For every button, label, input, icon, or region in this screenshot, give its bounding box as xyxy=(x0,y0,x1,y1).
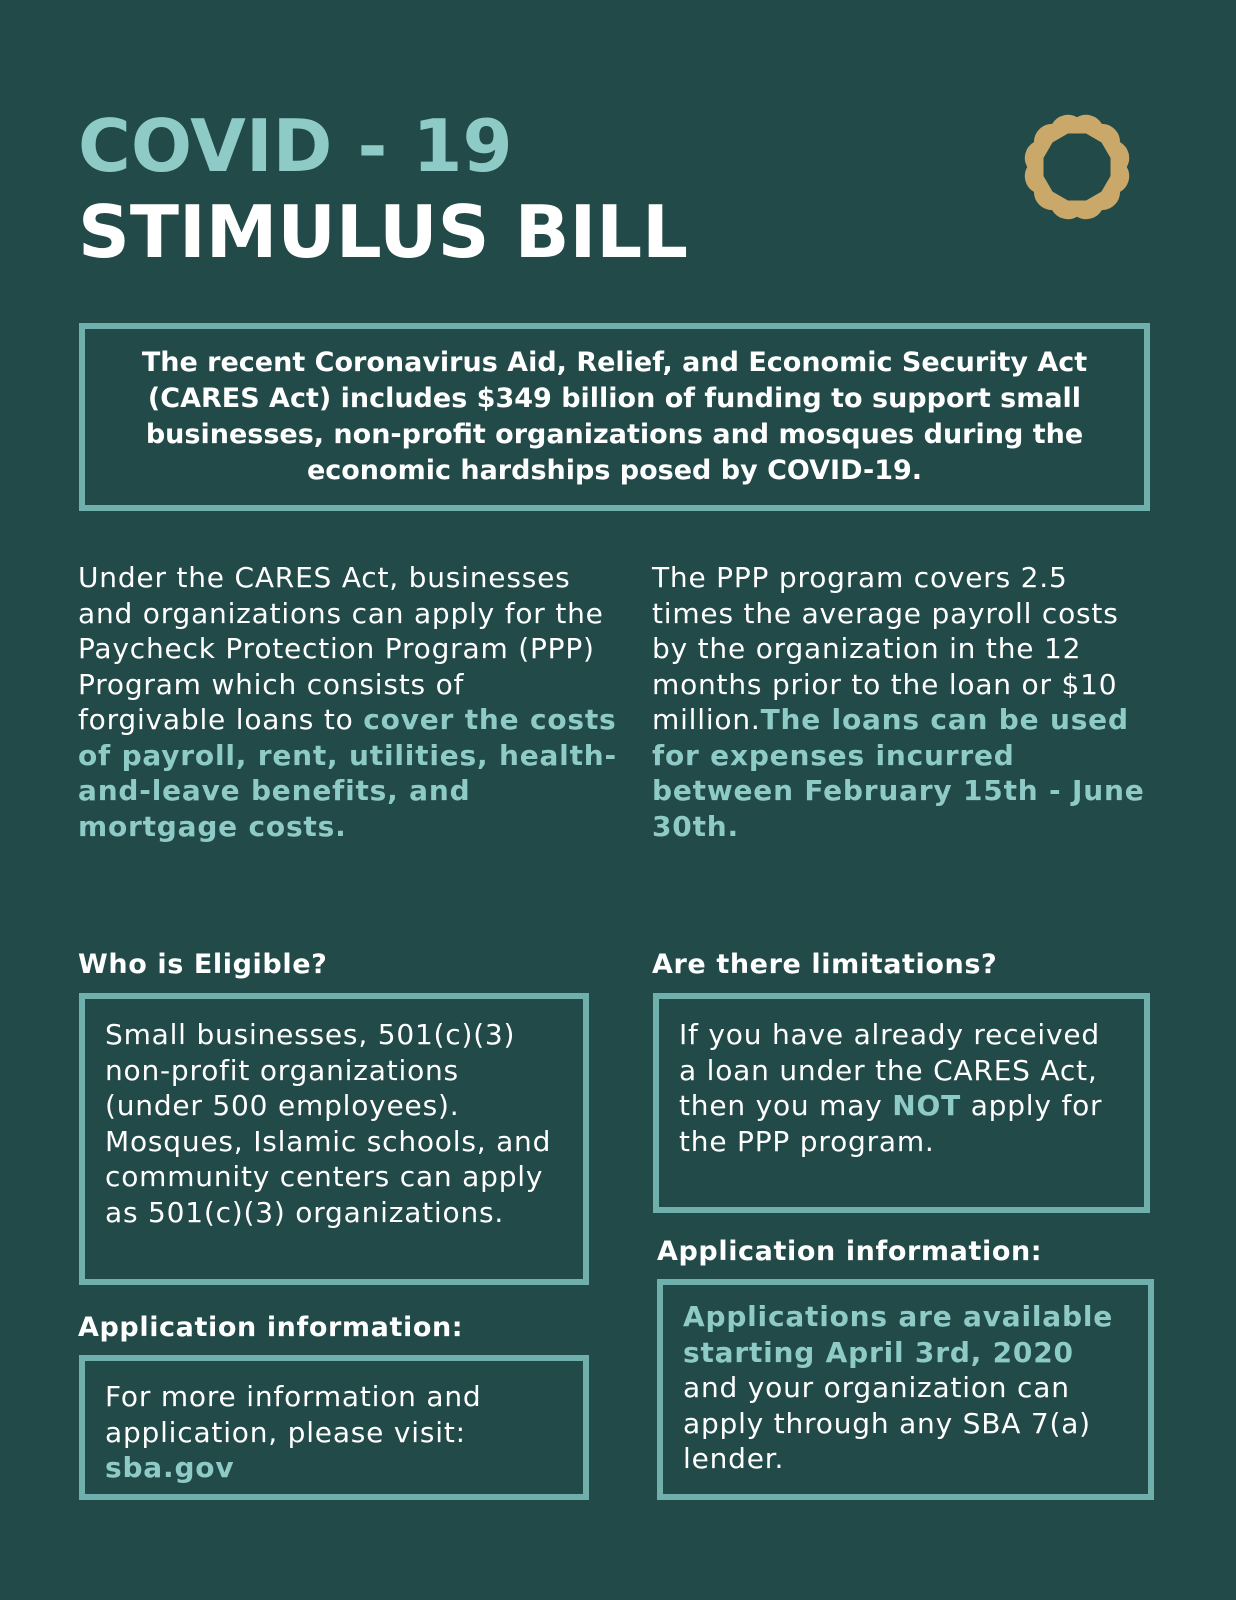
intro-box xyxy=(79,323,1150,511)
eligibility-box xyxy=(79,993,589,1285)
limitations-not-highlight: NOT xyxy=(892,1089,961,1122)
application-right-highlight: Applications are available starting April 3rd, 2020 xyxy=(683,1300,1114,1369)
gold-interlaced-star-icon xyxy=(1010,100,1144,234)
right-column-highlight: The loans can be used for expenses incurred between February 15th - June 30th. xyxy=(652,703,1145,843)
intro-text: The recent Coronavirus Aid, Relief, and Economic Security Act (CARES Act) includes $349 billion of funding to support small businesses, non-profit organizations and mosques during the economic hardships posed by COVID-19. xyxy=(141,347,1088,486)
application-right-heading: Application information: xyxy=(657,1236,1043,1267)
right-column xyxy=(652,560,1152,844)
application-right-box xyxy=(657,1279,1154,1500)
title-stimulus-bill: STIMULUS BILL xyxy=(78,190,688,274)
left-column-highlight: cover the costs of payroll, rent, utilities, health-and-leave benefits, and mortgage costs. xyxy=(78,703,617,843)
application-left-box xyxy=(79,1355,589,1500)
left-column-text: Under the CARES Act, businesses and organizations can apply for the Paycheck Protection Program (PPP) Program which consists of forgivable loans to xyxy=(78,561,604,736)
application-left-text: For more information and application, please visit: xyxy=(105,1380,482,1449)
limitations-heading: Are there limitations? xyxy=(652,949,998,980)
eligibility-text: Small businesses, 501(c)(3) non-profit organizations (under 500 employees). Mosques, Islamic schools, and community centers can apply as 501(c)(3) organizations. xyxy=(105,1018,552,1229)
limitations-box xyxy=(653,993,1150,1213)
application-right-text: and your organization can apply through any SBA 7(a) lender. xyxy=(683,1371,1091,1475)
left-column xyxy=(78,560,618,844)
limitations-text-before: If you have already received a loan under the CARES Act, then you may xyxy=(679,1018,1100,1122)
limitations-text-after: apply for the PPP program. xyxy=(679,1089,1103,1158)
application-left-heading: Application information: xyxy=(78,1312,464,1343)
title-covid: COVID - 19 xyxy=(78,104,513,188)
eligibility-heading: Who is Eligible? xyxy=(78,949,328,980)
sba-link[interactable]: sba.gov xyxy=(105,1451,235,1484)
right-column-text: The PPP program covers 2.5 times the average payroll costs by the organization in the 12 months prior to the loan or $10 million. xyxy=(652,561,1119,736)
